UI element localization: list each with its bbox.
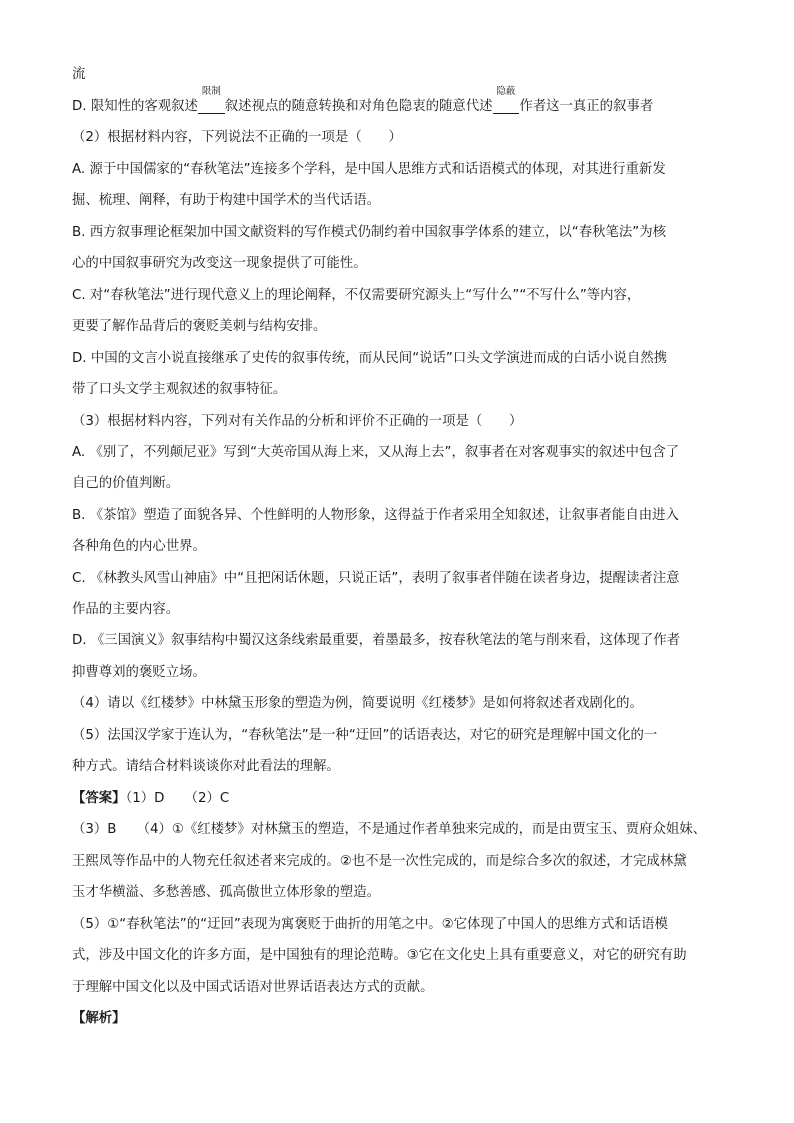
option-line: 各种角色的内心世界。 [72, 539, 206, 554]
option-line: 作品的主要内容。 [72, 602, 180, 617]
text-line: 流 [72, 67, 86, 82]
option-line: 带了口头文学主观叙述的叙事特征。 [72, 382, 287, 397]
question-3: （3）根据材料内容，下列对有关作品的分析和评价不正确的一项是（ ） [72, 414, 523, 429]
question-2: （2）根据材料内容，下列说法不正确的一项是（ ） [72, 130, 402, 145]
text-line: 种方式。请结合材料谈谈你对此看法的理解。 [72, 759, 340, 774]
text-segment: D. 限知性的客观叙述 [72, 99, 198, 114]
analysis-label: 【解析】 [72, 1011, 126, 1026]
option-line: D. 中国的文言小说直接继承了史传的叙事传统，而从民间“说话”口头文学演进而成的白话小说自然携 [72, 351, 668, 366]
answer-line: （3）B （4）①《红楼梦》对林黛玉的塑造，不是通过作者单独来完成的，而是由贾宝玉、贾府众姐妹、 [72, 822, 707, 837]
answer-line: 于理解中国文化以及中国式话语对世界话语表达方式的贡献。 [72, 980, 434, 995]
option-line: 掘、梳理、阐释，有助于构建中国学术的当代话语。 [72, 193, 380, 208]
option-line: A. 源于中国儒家的“春秋笔法”连接多个学科，是中国人思维方式和话语模式的体现，对其进行重新发 [72, 162, 666, 177]
option-line: 心的中国叙事研究为改变这一现象提供了可能性。 [72, 256, 367, 271]
option-d-line [72, 86, 654, 117]
answer-line [72, 789, 229, 809]
option-line: B. 《茶馆》塑造了面貌各异、个性鲜明的人物形象，这得益于作者采用全知叙述，让叙事者能自由进入 [72, 508, 679, 523]
option-line: C. 《林教头风雪山神庙》中“且把闲话休题，只说正话”，表明了叙事者伴随在读者身边，提醒读者注意 [72, 571, 680, 586]
annotation-text: 隐蔽 [496, 86, 516, 97]
option-line: 更要了解作品背后的褒贬美刺与结构安排。 [72, 319, 327, 334]
annotation-text: 限制 [201, 86, 221, 97]
annotated-word: 限制 ​ [197, 86, 225, 114]
option-line: A. 《别了，不列颠尼亚》写到“大英帝国从海上来，又从海上去”，叙事者在对客观事实的叙述中包含了 [72, 445, 680, 460]
annotated-word: 隐蔽 ​ [492, 86, 520, 114]
question-5: （5）法国汉学家于连认为，“春秋笔法”是一种“迂回”的话语表达，对它的研究是理解中国文化的一 [72, 728, 658, 743]
option-line: C. 对“春秋笔法”进行现代意义上的理论阐释，不仅需要研究源头上“写什么”“不写什么”等内容， [72, 288, 641, 303]
answer-label: 【答案】 [72, 791, 126, 806]
option-line: 自己的价值判断。 [72, 476, 180, 491]
option-line: 抑曹尊刘的褒贬立场。 [72, 665, 206, 680]
text-segment: 叙述视点的随意转换和对角色隐衷的随意代述 [224, 99, 493, 114]
answer-line: （5）①“春秋笔法”的“迂回”表现为寓褒贬于曲折的用笔之中。②它体现了中国人的思维方式和话语模 [72, 917, 668, 932]
answer-text: （1）D （2）C [125, 791, 230, 806]
answer-line: 玉才华横溢、多愁善感、孤高傲世立体形象的塑造。 [72, 885, 380, 900]
option-line: B. 西方叙事理论框架加中国文献资料的写作模式仍制约着中国叙事学体系的建立，以“春秋笔法”为核 [72, 225, 666, 240]
option-line: D. 《三国演义》叙事结构中蜀汉这条线索最重要，着墨最多，按春秋笔法的笔与削来看，这体现了作者 [72, 633, 681, 648]
answer-line: 式，涉及中国文化的许多方面，是中国独有的理论范畴。③它在文化史上具有重要意义，对它的研究有助 [72, 948, 687, 963]
text-segment: 作者这一真正的叙事者 [519, 99, 654, 114]
question-4: （4）请以《红楼梦》中林黛玉形象的塑造为例，简要说明《红楼梦》是如何将叙述者戏剧化的。 [72, 696, 643, 711]
answer-line: 王熙凤等作品中的人物充任叙述者来完成的。②也不是一次性完成的，而是综合多次的叙述，才完成林黛 [72, 854, 687, 869]
